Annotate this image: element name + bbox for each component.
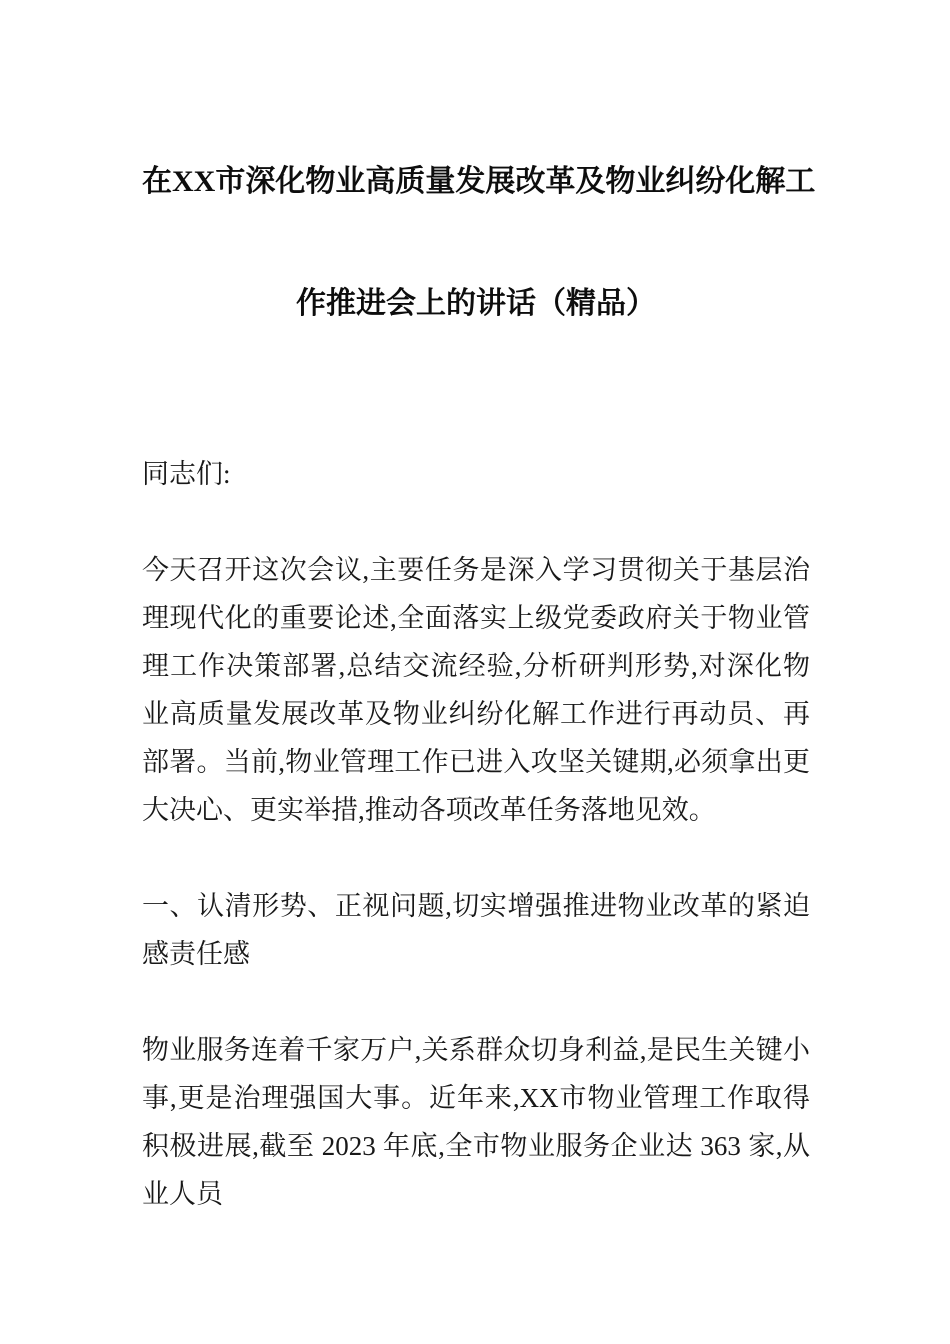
document-title-line-2: 作推进会上的讲话（精品）: [296, 287, 656, 320]
section-heading-1: 一、认清形势、正视问题,切实增强推进物业改革的紧迫感责任感: [142, 891, 810, 969]
document-body: [142, 450, 810, 1218]
body-paragraph-2: 物业服务连着千家万户,关系群众切身利益,是民生关键小事,更是治理强国大事。近年来,XX市物业管理工作取得积极进展,截至 2023 年底,全市物业服务企业达 363 家,从业人员: [142, 1035, 810, 1209]
document-content: [142, 0, 816, 1218]
document-title-line-1: 在XX市深化物业高质量发展改革及物业纠纷化解工: [142, 165, 816, 198]
salutation: 同志们:: [142, 459, 231, 489]
body-paragraph-1: 今天召开这次会议,主要任务是深入学习贯彻关于基层治理现代化的重要论述,全面落实上级党委政府关于物业管理工作决策部署,总结交流经验,分析研判形势,对深化物业高质量发展改革及物业纠纷化解工作进行再动员、再部署。当前,物业管理工作已进入攻坚关键期,必须拿出更大决心、更实举措,推动各项改革任务落地见效。: [142, 555, 810, 825]
